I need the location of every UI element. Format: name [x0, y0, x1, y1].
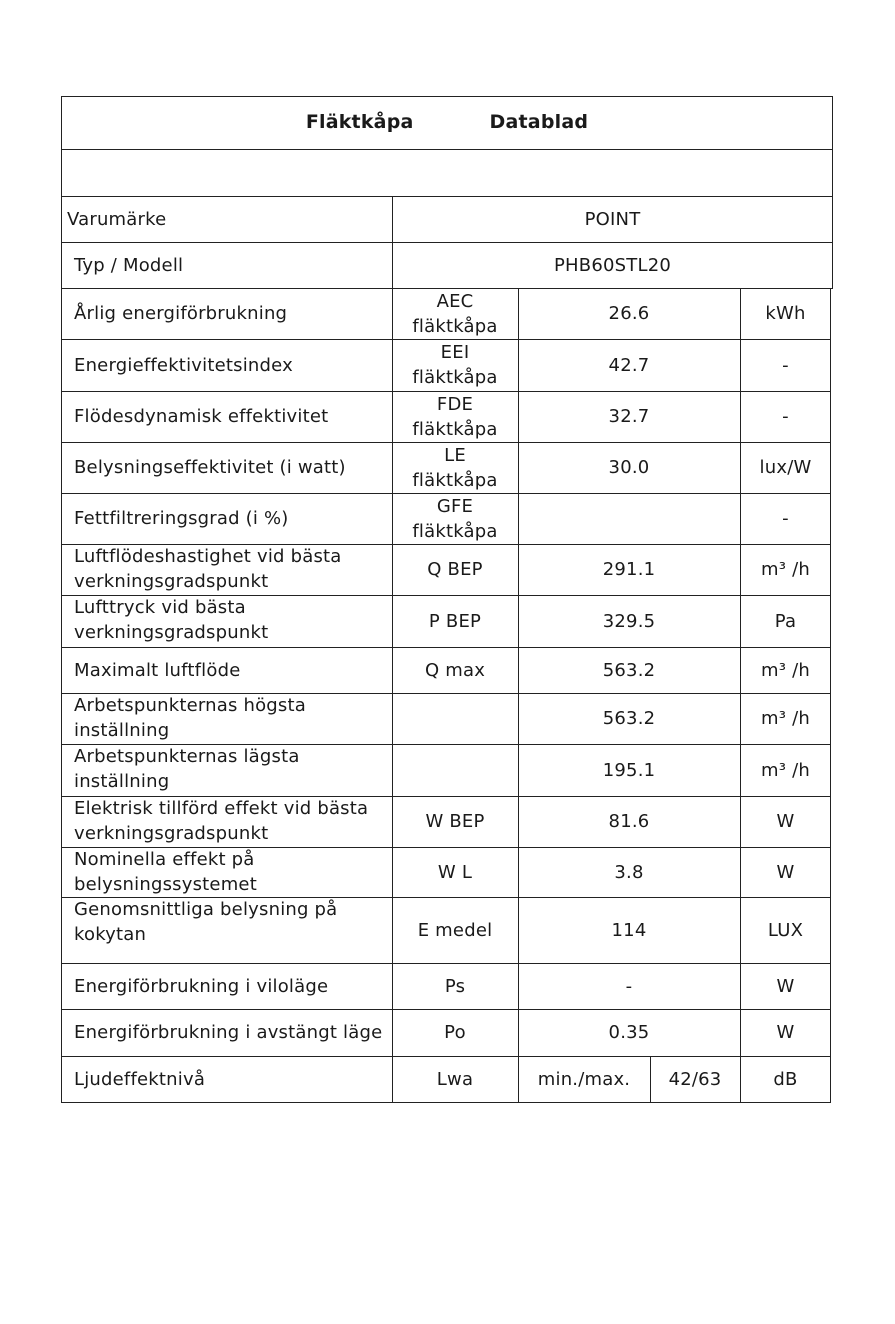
product-title: Fläktkåpa [305, 111, 414, 133]
row-label-text: Arbetspunkternas lägsta [74, 746, 300, 767]
row-label-text: Fettfiltreringsgrad (i %) [74, 508, 289, 529]
row-symbol-text: fläktkåpa [412, 315, 498, 337]
row-symbol-text: fläktkåpa [412, 520, 498, 542]
row-label-text: Lufttryck vid bästa [74, 597, 246, 618]
row-symbol-text: FDE [436, 393, 474, 415]
row-symbol-text: Q max [424, 659, 486, 681]
table-column-rule [830, 288, 831, 1103]
row-symbol [392, 647, 518, 693]
table-column-rule [61, 96, 62, 1103]
row-label [61, 493, 392, 544]
row-symbol [392, 963, 518, 1009]
row-symbol [392, 544, 518, 595]
row-symbol-text: Ps [444, 975, 466, 997]
row-symbol [392, 288, 518, 339]
row-unit: W [776, 975, 795, 997]
table-column-rule [392, 196, 393, 1103]
model-label: Typ / Modell [74, 254, 184, 276]
row-value: 563.2 [602, 708, 656, 729]
row-value: 42.7 [608, 354, 650, 376]
row-symbol [392, 391, 518, 442]
row-label [61, 391, 392, 442]
row-label-text: inställning [74, 771, 170, 792]
brand-value: POINT [584, 208, 641, 230]
row-symbol [392, 693, 518, 744]
row-unit: m³ /h [761, 759, 810, 781]
row-symbol-text: W L [437, 861, 473, 883]
table-column-rule [650, 1056, 651, 1103]
row-symbol-text: fläktkåpa [412, 418, 498, 440]
table-rule [61, 647, 831, 648]
row-unit: kWh [765, 303, 806, 324]
table-rule [61, 196, 833, 197]
row-symbol-text: AEC [436, 290, 474, 312]
row-label [61, 693, 392, 744]
table-rule [61, 96, 833, 97]
row-value: 3.8 [614, 861, 644, 883]
row-label-text: Arbetspunkternas högsta [74, 695, 306, 716]
row-label [61, 963, 392, 1009]
row-value: 0.35 [608, 1022, 650, 1043]
row-value: 291.1 [602, 559, 656, 580]
row-label [61, 847, 392, 897]
row-label-text: Energieffektivitetsindex [74, 354, 293, 376]
row-symbol-text: LE [444, 444, 466, 466]
table-rule [61, 391, 831, 392]
table-column-rule [832, 96, 833, 288]
row-label-text: Energiförbrukning i viloläge [74, 975, 329, 997]
row-symbol-text: Po [444, 1022, 466, 1043]
datasheet-table [61, 96, 833, 1103]
table-rule [61, 744, 831, 745]
table-rule [61, 149, 833, 150]
row-value: 26.6 [608, 303, 650, 324]
table-rule [61, 1056, 831, 1057]
row-symbol-text: GFE [436, 495, 474, 517]
row-label-text: Genomsnittliga belysning på [74, 899, 338, 920]
table-rule [61, 544, 831, 545]
row-label-text: verkningsgradspunkt [74, 823, 269, 844]
table-rule [61, 796, 831, 797]
row-value [518, 493, 740, 544]
table-column-rule [740, 288, 741, 1103]
table-rule [61, 288, 833, 289]
row-value: 114 [611, 919, 647, 941]
row-symbol [392, 744, 518, 796]
noise-label: Ljudeffektnivå [74, 1069, 206, 1090]
row-unit: W [776, 861, 795, 883]
row-unit: lux/W [759, 457, 812, 478]
row-symbol-text: W BEP [425, 811, 485, 832]
row-symbol-text: P BEP [428, 610, 482, 632]
row-value: 329.5 [602, 610, 656, 632]
noise-symbol: Lwa [436, 1069, 474, 1090]
row-label-text: kokytan [74, 924, 147, 945]
row-label-text: Energiförbrukning i avstängt läge [74, 1022, 383, 1043]
row-symbol [392, 1009, 518, 1056]
row-unit: Pa [774, 610, 797, 632]
row-label-text: belysningssystemet [74, 874, 257, 895]
brand-label: Varumärke [67, 208, 167, 230]
row-label [61, 796, 392, 847]
row-label-text: Maximalt luftflöde [74, 659, 241, 681]
row-unit: m³ /h [761, 659, 810, 681]
table-rule [61, 963, 831, 964]
row-label [61, 897, 392, 963]
row-label-text: Nominella effekt på [74, 849, 255, 870]
row-symbol-text: E medel [417, 919, 493, 941]
table-rule [61, 595, 831, 596]
row-unit: m³ /h [761, 708, 810, 729]
row-label-text: Luftflödeshastighet vid bästa [74, 546, 342, 567]
doc-title: Datablad [489, 111, 589, 133]
noise-unit: dB [773, 1069, 798, 1090]
table-column-rule [518, 288, 519, 1103]
row-label [61, 442, 392, 493]
table-rule [61, 693, 831, 694]
table-rule [61, 1009, 831, 1010]
row-symbol [392, 897, 518, 963]
subheader [61, 149, 833, 196]
table-rule [61, 1102, 831, 1103]
row-unit: LUX [767, 919, 804, 941]
table-rule [61, 493, 831, 494]
row-label [61, 744, 392, 796]
row-symbol [392, 442, 518, 493]
row-value: - [625, 975, 633, 997]
row-unit: W [776, 811, 795, 832]
row-symbol-text: EEI [440, 342, 470, 363]
table-rule [61, 339, 831, 340]
row-label-text: Årlig energiförbrukning [74, 303, 288, 324]
row-symbol-text: fläktkåpa [412, 469, 498, 491]
row-value: 30.0 [608, 457, 650, 478]
noise-value: 42/63 [668, 1069, 722, 1090]
row-symbol [392, 493, 518, 544]
row-label [61, 1009, 392, 1056]
row-label-text: Elektrisk tillförd effekt vid bästa [74, 798, 369, 819]
row-label-text: Flödesdynamisk effektivitet [74, 406, 329, 427]
row-symbol [392, 796, 518, 847]
row-unit: - [782, 508, 789, 529]
table-title [61, 96, 833, 149]
row-label-text: verkningsgradspunkt [74, 622, 269, 643]
row-unit: m³ /h [761, 559, 810, 580]
row-value: 32.7 [608, 406, 650, 427]
row-label [61, 595, 392, 647]
row-unit: - [782, 406, 789, 427]
row-label-text: verkningsgradspunkt [74, 571, 269, 592]
row-unit: W [776, 1022, 795, 1043]
row-symbol-text: Q BEP [427, 559, 483, 580]
table-rule [61, 442, 831, 443]
row-symbol [392, 595, 518, 647]
model-value: PHB60STL20 [554, 254, 671, 276]
noise-minmax: min./max. [537, 1069, 631, 1090]
row-value: 81.6 [608, 811, 650, 832]
row-symbol-text: fläktkåpa [412, 367, 498, 388]
row-unit: - [782, 354, 789, 376]
row-label [61, 544, 392, 595]
row-value: 195.1 [602, 759, 656, 781]
row-label [61, 647, 392, 693]
row-label-text: Belysningseffektivitet (i watt) [74, 457, 346, 478]
table-rule [61, 847, 831, 848]
row-label-text: inställning [74, 720, 170, 741]
row-label [61, 339, 392, 391]
row-symbol [392, 847, 518, 897]
row-label [61, 288, 392, 339]
row-symbol [392, 339, 518, 391]
table-rule [61, 242, 833, 243]
table-rule [61, 897, 831, 898]
row-value: 563.2 [602, 659, 656, 681]
